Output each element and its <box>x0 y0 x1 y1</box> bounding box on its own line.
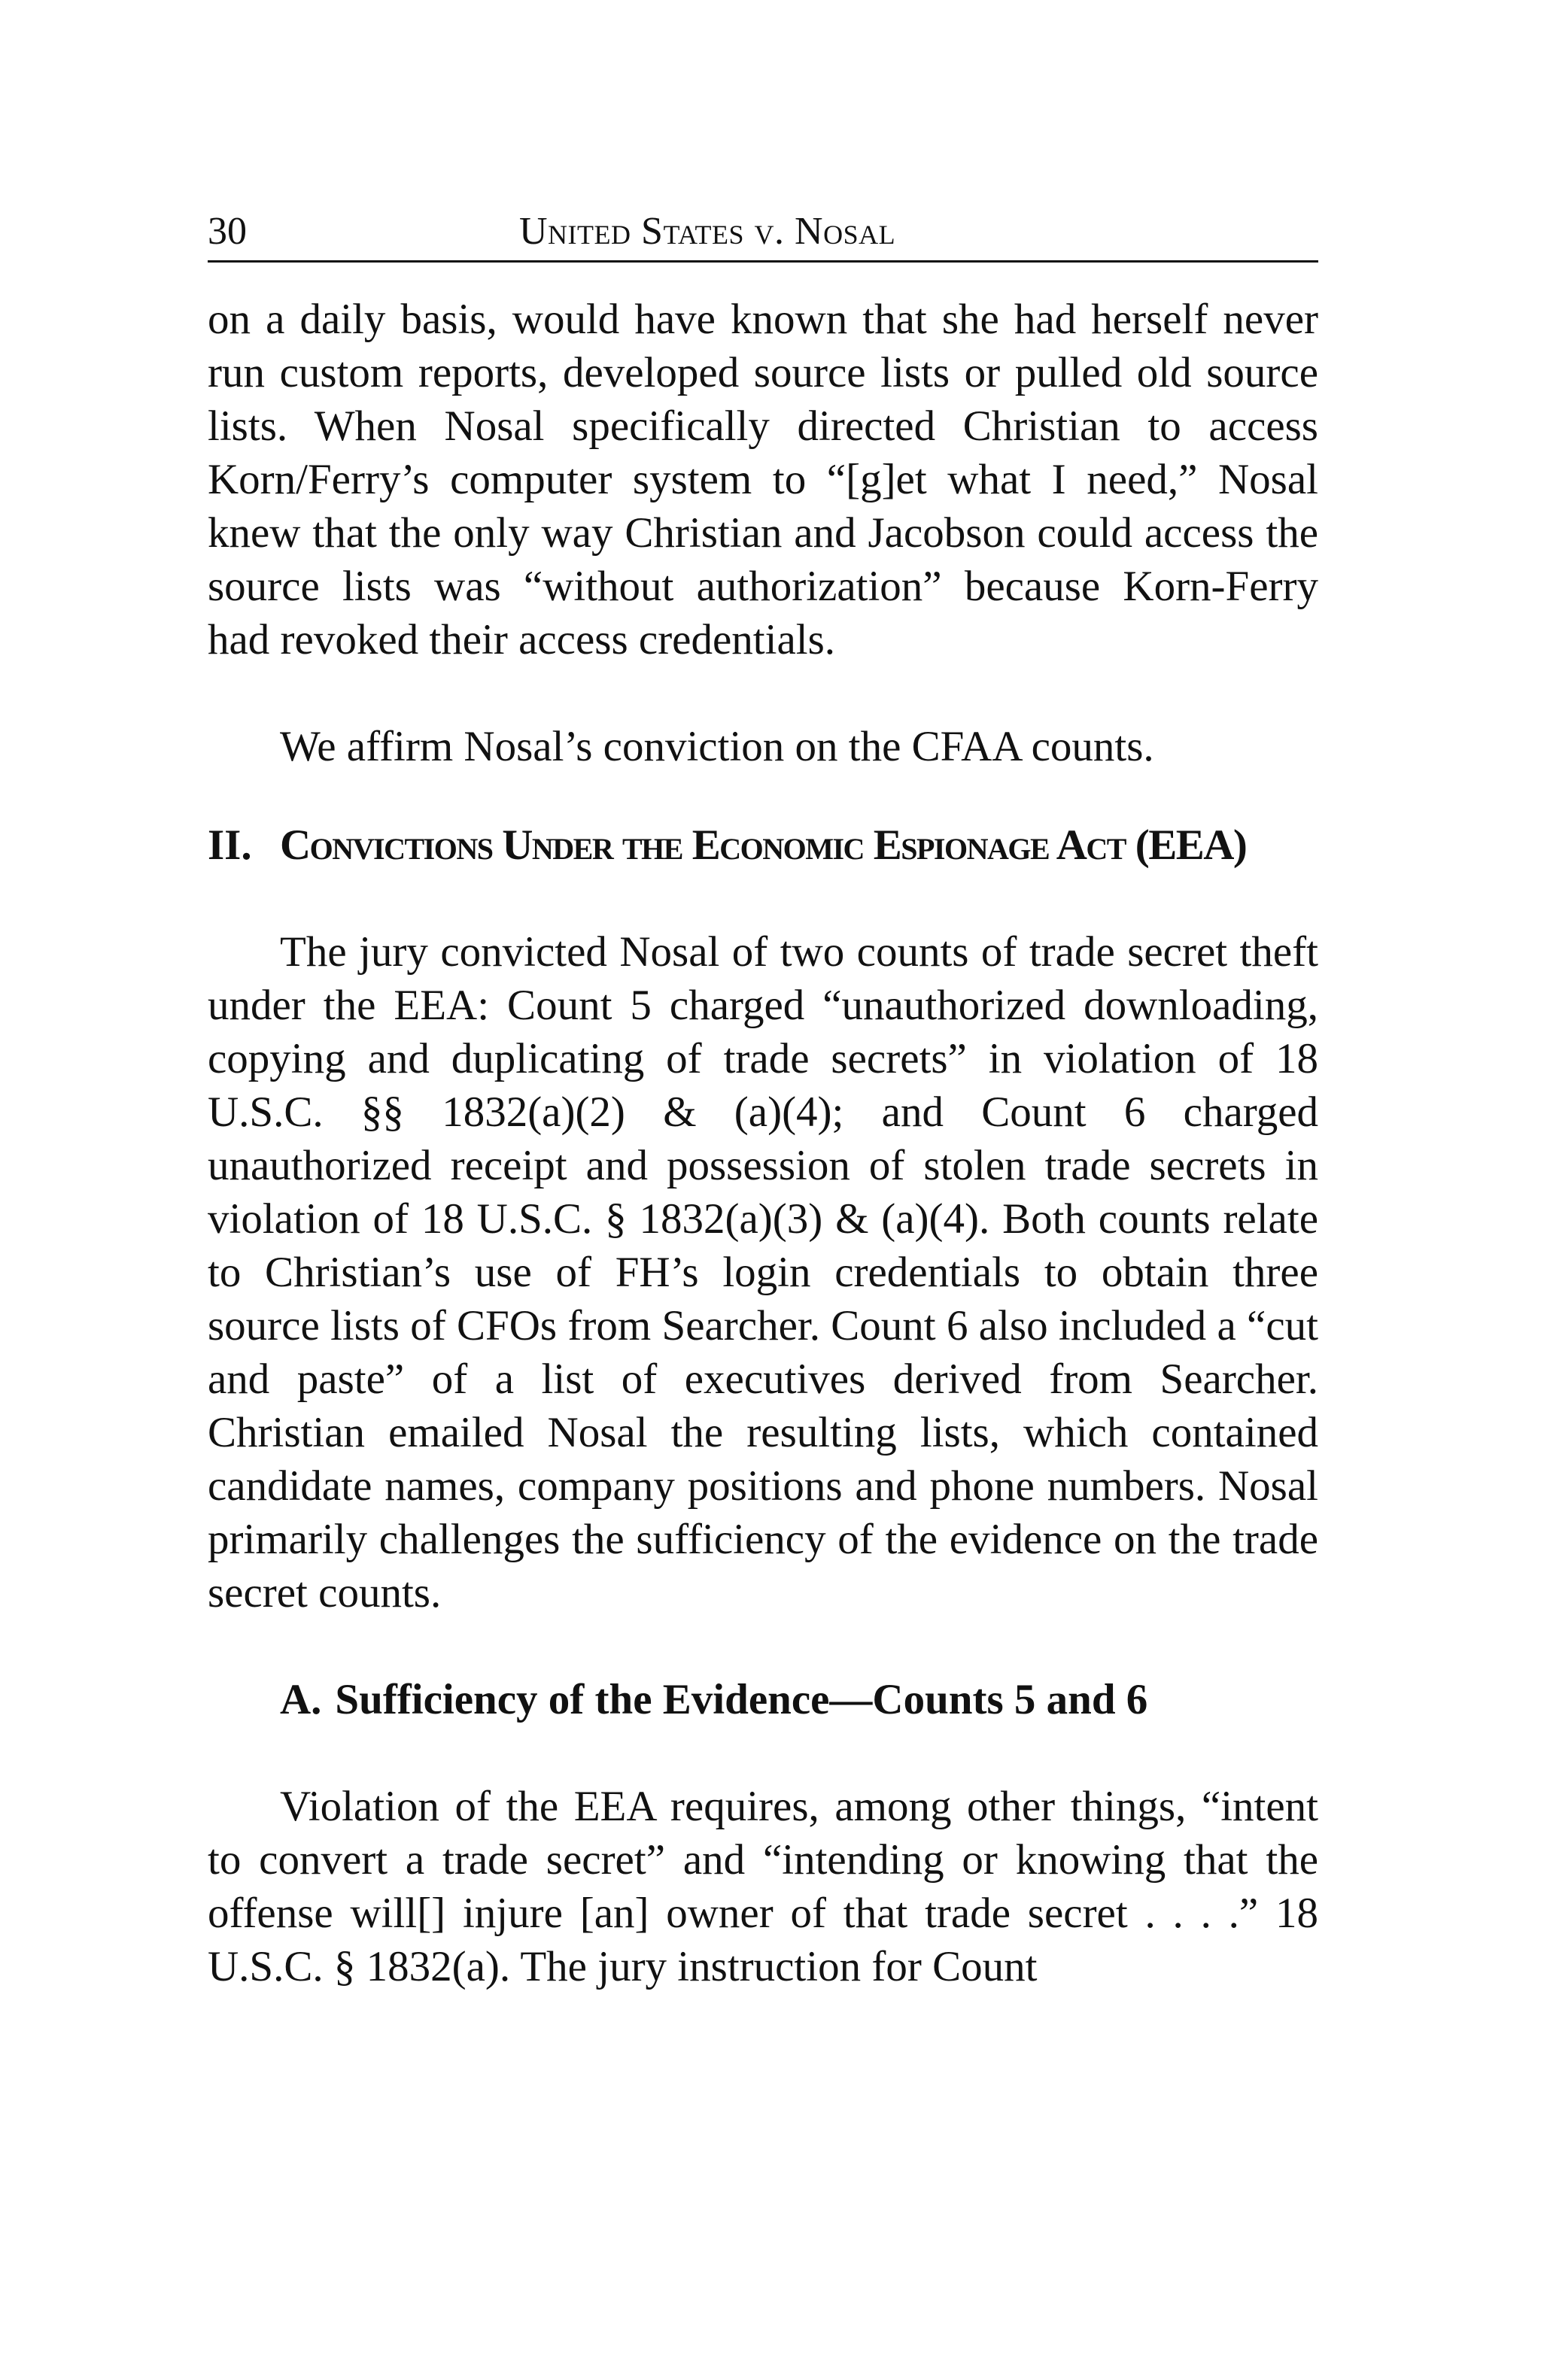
case-title: United States v. Nosal <box>519 210 896 253</box>
subsection-letter: A. <box>280 1676 322 1723</box>
section-heading-ii <box>208 818 1318 872</box>
subsection-heading-a <box>208 1673 1318 1726</box>
paragraph-eea-requirements: Violation of the EEA requires, among other things, “intent to convert a trade secret” and “intending or knowing that the offense will[] injure [an] owner of that trade secret . . . .” 18 U.S.C. § 1832(a). The jury instruction for Count <box>208 1783 1318 1990</box>
section-number: II. <box>208 821 252 869</box>
page-number: 30 <box>208 210 247 253</box>
paragraph-affirm-cfaa: We affirm Nosal’s conviction on the CFAA counts. <box>280 723 1154 770</box>
subsection-title: Sufficiency of the Evidence—Counts 5 and 6 <box>335 1676 1148 1723</box>
paragraph-continuation: on a daily basis, would have known that she had herself never run custom reports, developed source lists or pulled old source lists. When Nosal specifically directed Christian to access Korn/Ferry’s computer system to “[g]et what I need,” Nosal knew that the only way Christian and Jacobson could access the source lists was “without authorization” because Korn-Ferry had revoked their access credentials. <box>208 296 1318 663</box>
section-title: Convictions Under the Economic Espionage Act (EEA) <box>280 821 1247 869</box>
document-page <box>208 203 1318 1993</box>
running-header <box>208 203 1318 263</box>
paragraph-eea-convictions: The jury convicted Nosal of two counts of trade secret theft under the EEA: Count 5 charged “unauthorized downloading, copying and duplicating of trade secrets” in violation of 18 U.S.C. §§ 1832(a)(2) & (a)(4); and Count 6 charged unauthorized receipt and possession of stolen trade secrets in violation of 18 U.S.C. § 1832(a)(3) & (a)(4). Both counts relate to Christian’s use of FH’s login credentials to obtain three source lists of CFOs from Searcher. Count 6 also included a “cut and paste” of a list of executives derived from Searcher. Christian emailed Nosal the resulting lists, which contained candidate names, company positions and phone numbers. Nosal primarily challenges the sufficiency of the evidence on the trade secret counts. <box>208 928 1318 1617</box>
